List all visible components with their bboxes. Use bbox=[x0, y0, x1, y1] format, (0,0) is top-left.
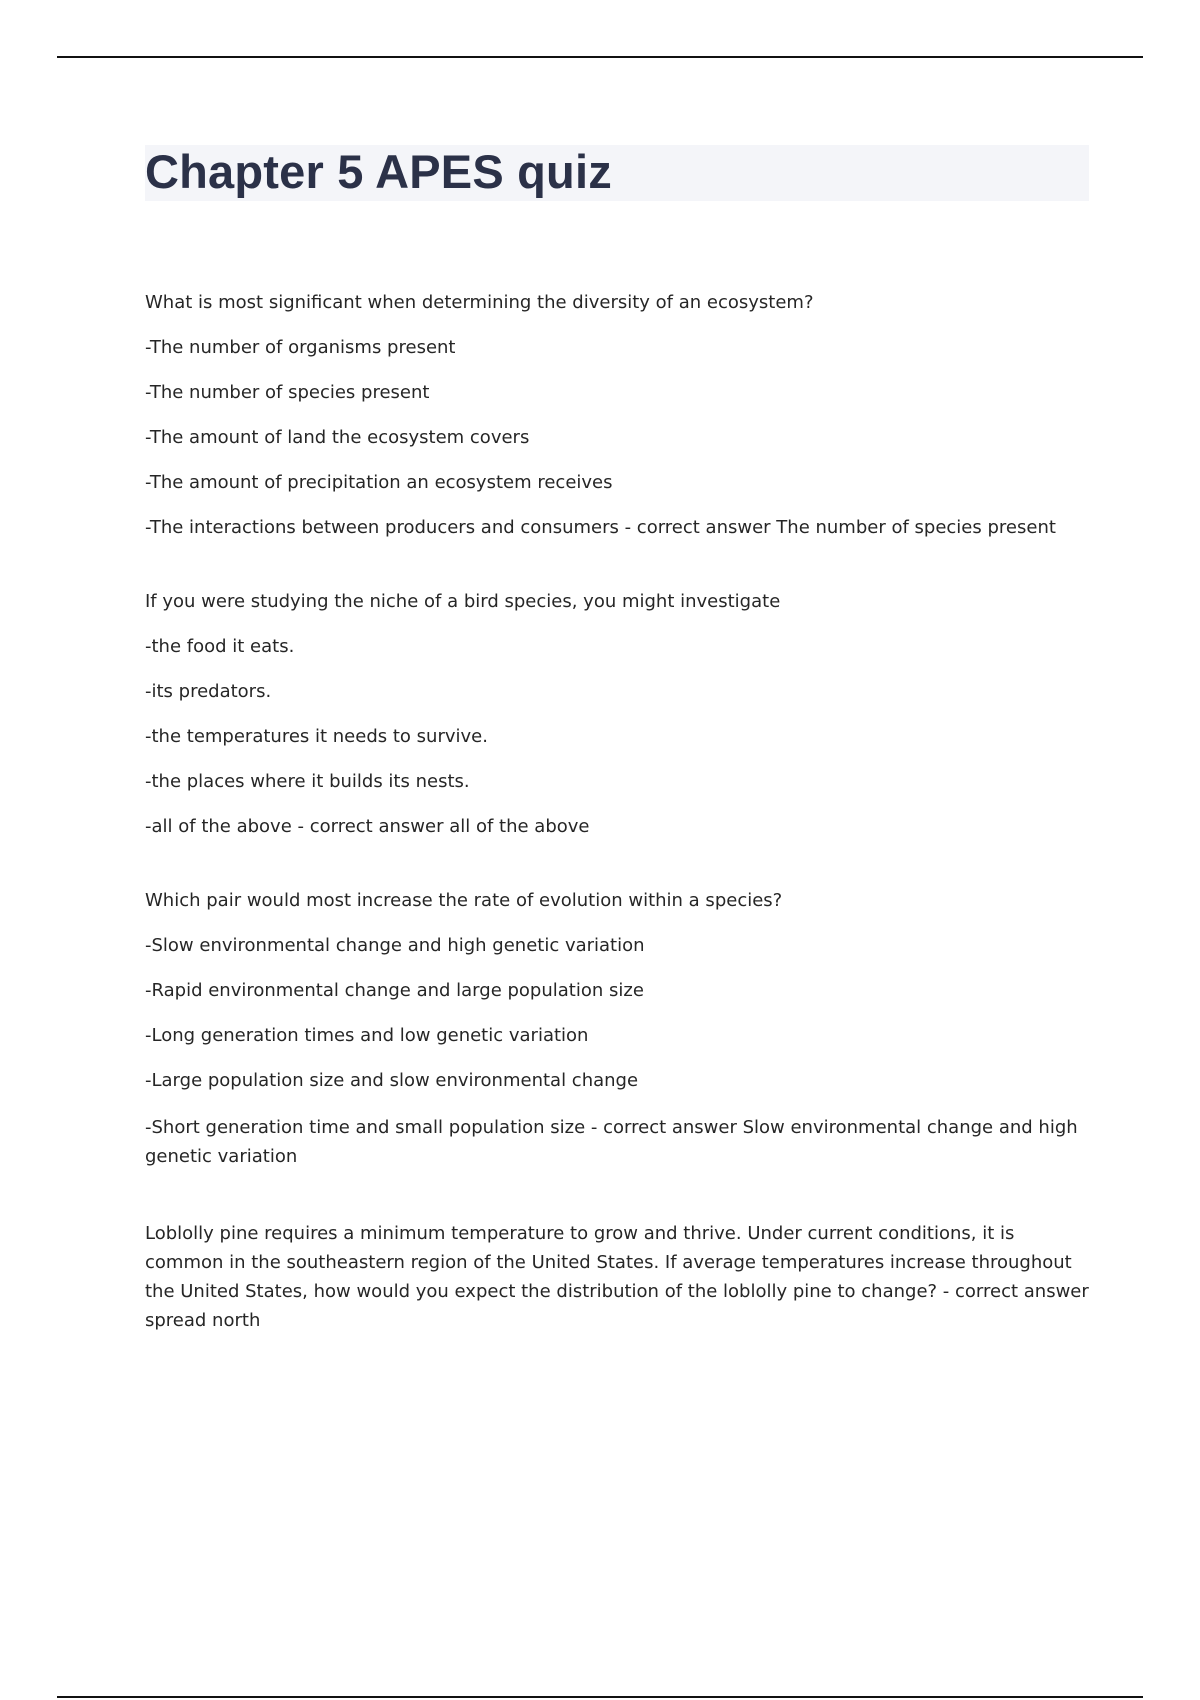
question-block-3 bbox=[145, 888, 1090, 1171]
answer-option-with-correct-answer: -all of the above - correct answer all of the above bbox=[145, 816, 590, 837]
answer-option-with-correct-answer: -The interactions between producers and consumers - correct answer The number of species present bbox=[145, 517, 1056, 538]
question-text: What is most significant when determining the diversity of an ecosystem? bbox=[145, 292, 814, 313]
answer-option: -the places where it builds its nests. bbox=[145, 771, 470, 792]
answer-option: -The number of organisms present bbox=[145, 337, 456, 358]
answer-option: -The number of species present bbox=[145, 382, 430, 403]
answer-option: -the temperatures it needs to survive. bbox=[145, 726, 488, 747]
question-block-4 bbox=[145, 1219, 1090, 1335]
answer-option: -Large population size and slow environmental change bbox=[145, 1070, 639, 1091]
answer-option: -Rapid environmental change and large population size bbox=[145, 980, 644, 1001]
answer-option: -Slow environmental change and high genetic variation bbox=[145, 935, 645, 956]
answer-option: -The amount of precipitation an ecosystem receives bbox=[145, 472, 613, 493]
answer-option-with-correct-answer: -Short generation time and small population size - correct answer Slow environmental change and high genetic variation bbox=[145, 1117, 1078, 1167]
header-rule bbox=[57, 56, 1143, 58]
document-body bbox=[145, 290, 1090, 1383]
question-text-with-correct-answer: Loblolly pine requires a minimum temperature to grow and thrive. Under current conditions, it is common in the southeastern region of the United States. If average temperatures increase throughout the United States, how would you expect the distribution of the loblolly pine to change? - correct answer spread north bbox=[145, 1223, 1089, 1331]
question-text: Which pair would most increase the rate of evolution within a species? bbox=[145, 890, 783, 911]
question-block-1 bbox=[145, 290, 1090, 541]
document-title: Chapter 5 APES quiz bbox=[145, 145, 612, 198]
question-block-2 bbox=[145, 589, 1090, 840]
answer-option: -the food it eats. bbox=[145, 636, 295, 657]
question-text: If you were studying the niche of a bird species, you might investigate bbox=[145, 591, 781, 612]
answer-option: -The amount of land the ecosystem covers bbox=[145, 427, 530, 448]
answer-option: -its predators. bbox=[145, 681, 272, 702]
footer-rule bbox=[57, 1696, 1143, 1698]
answer-option: -Long generation times and low genetic variation bbox=[145, 1025, 589, 1046]
